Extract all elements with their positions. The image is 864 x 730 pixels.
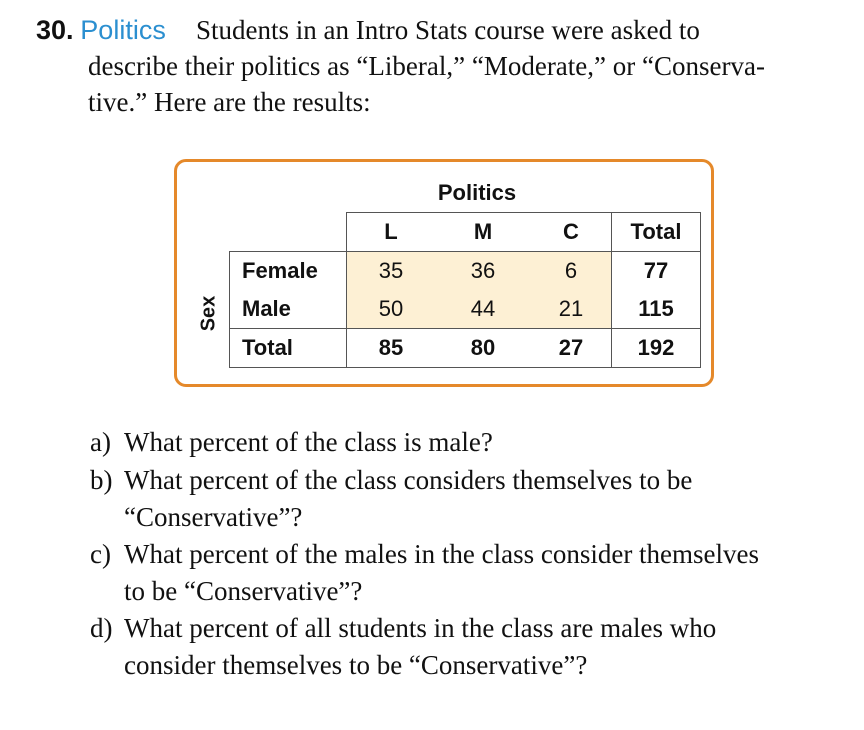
column-header: L [347,213,436,252]
table-cell: 21 [531,290,612,329]
question-label: c) [90,539,111,569]
row-total: 115 [612,290,701,329]
table-total-row [230,329,701,368]
question-text-line: What percent of the class considers themselves to be [124,465,693,495]
question-text-line: What percent of the males in the class consider themselves [124,539,760,569]
contingency-table-box [174,159,714,387]
table-row [230,252,701,291]
row-total: 77 [612,252,701,291]
table-cell: 35 [347,252,436,291]
question-text-line: What percent of all students in the class are males who [124,613,717,643]
table-cell: 36 [435,252,531,291]
question-label: a) [90,427,111,457]
column-header: C [531,213,612,252]
problem-stem-line-1: Students in an Intro Stats course were asked to [196,15,700,45]
row-label: Total [230,329,347,368]
problem-title: Politics [80,15,166,45]
question-text-line: “Conservative”? [124,502,303,532]
question-text-line: consider themselves to be “Conservative”? [124,650,588,680]
contingency-table [229,212,701,368]
problem-stem-line-3: tive.” Here are the results: [88,87,371,117]
table-corner [230,213,347,252]
column-header: M [435,213,531,252]
question-text-line: to be “Conservative”? [124,576,363,606]
problem-number: 30. [36,15,74,45]
question-text-line: What percent of the class is male? [124,427,493,457]
table-cell: 6 [531,252,612,291]
problem-stem-line-2: describe their politics as “Liberal,” “Moderate,” or “Conserva- [88,51,765,81]
column-header: Total [612,213,701,252]
grand-total: 192 [612,329,701,368]
row-label: Female [230,252,347,291]
column-group-label: Politics [437,180,517,205]
column-total: 85 [347,329,436,368]
column-total: 27 [531,329,612,368]
table-row [230,290,701,329]
row-label: Male [230,290,347,329]
table-cell: 44 [435,290,531,329]
column-total: 80 [435,329,531,368]
row-group-label: Sex [197,295,220,332]
question-label: d) [90,613,113,643]
table-header-row [230,213,701,252]
question-label: b) [90,465,113,495]
table-cell: 50 [347,290,436,329]
